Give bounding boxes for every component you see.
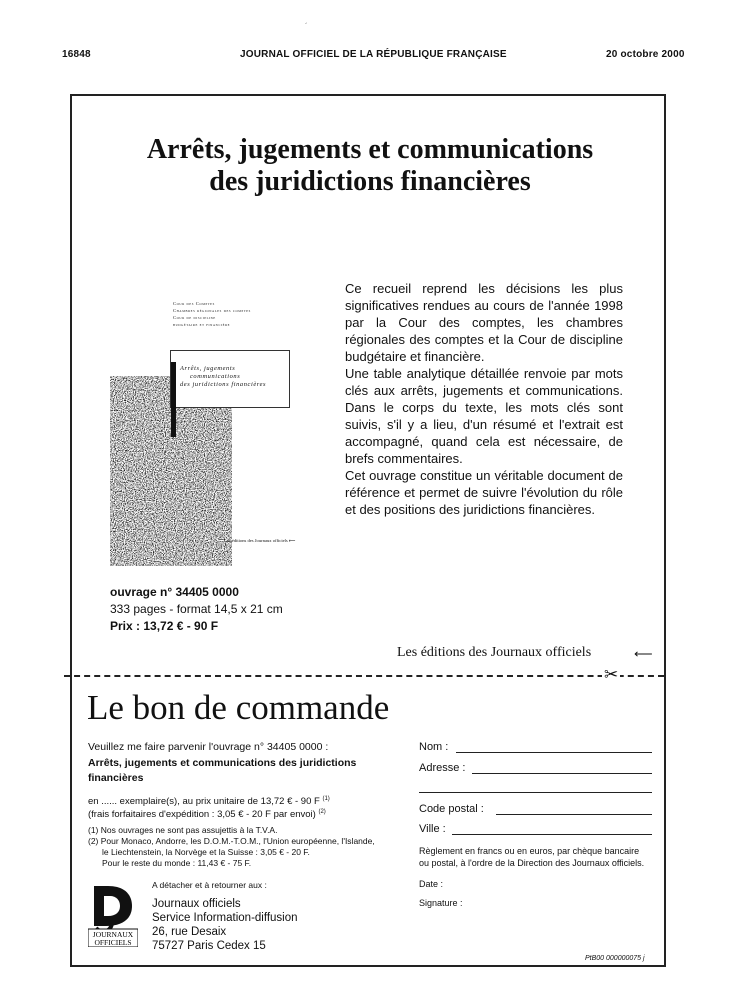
footnote-2: (2) Pour Monaco, Andorre, les D.O.M.-T.O.M., l'Union européenne, l'Islande, — [88, 836, 375, 846]
page-mark: ´ — [305, 22, 308, 31]
cover-black-bar — [171, 362, 176, 437]
adresse-field[interactable] — [472, 773, 652, 774]
journaux-officiels-logo — [88, 882, 138, 947]
arrow-left-icon: ⟵ — [634, 646, 653, 661]
order-book-title-line1: Arrêts, jugements et communications des juridictions — [88, 757, 357, 769]
order-request: Veuillez me faire parvenir l'ouvrage n° 34405 0000 : — [88, 741, 329, 753]
ouvrage-number: ouvrage n° 34405 0000 — [110, 585, 239, 599]
detach-instruction: A détacher et à retourner aux : — [152, 880, 267, 890]
cover-org-line: Cour des Comptes — [173, 301, 215, 306]
book-price: Prix : 13,72 € - 90 F — [110, 619, 219, 633]
page-number: 16848 — [62, 49, 91, 60]
adresse-label: Adresse : — [419, 762, 466, 774]
date-label: Date : — [419, 879, 444, 889]
nom-field[interactable] — [456, 752, 652, 753]
scissors-icon: ✂ — [604, 665, 619, 684]
address-line: Journaux officiels — [152, 898, 241, 910]
address-line: Service Information-diffusion — [152, 912, 298, 924]
ville-field[interactable] — [452, 834, 652, 835]
reference-code: PtB00 000000075 j — [585, 955, 645, 962]
cover-title-line: communications — [190, 373, 241, 380]
code-postal-field[interactable] — [496, 814, 652, 815]
ville-label: Ville : — [419, 823, 446, 835]
description-paragraph: Une table analytique détaillée renvoie par mots clés aux arrêts, jugements et communications. Dans le corps du texte, les mots clés sont suivis, s'il y a lieu, d'un résumé et l'extrait est accompagné, quand cela est nécessaire, de brefs commentaires. — [345, 366, 623, 466]
order-form-title: Le bon de commande — [87, 688, 390, 727]
book-pages: 333 pages - format 14,5 x 21 cm — [110, 602, 283, 616]
ad-title-line2: des juridictions financières — [209, 166, 531, 197]
order-book-title-line2: financières — [88, 772, 144, 784]
header-date: 20 octobre 2000 — [606, 49, 685, 60]
book-cover-texture — [110, 296, 315, 566]
cover-organisations — [173, 300, 251, 328]
adresse-field-line2[interactable] — [419, 792, 652, 793]
footnote-2-cont: le Liechtenstein, la Norvège et la Suisse : 3,05 € - 20 F. — [102, 847, 310, 857]
cover-footer: Les éditions des Journaux officiels ⟵ — [224, 538, 296, 543]
nom-label: Nom : — [419, 741, 449, 753]
cover-org-line: Cour de discipline — [173, 315, 216, 320]
cover-org-line: budgétaire et financière — [173, 322, 231, 327]
cover-title — [180, 365, 290, 389]
description-paragraph: Ce recueil reprend les décisions les plus significatives rendues au cours de l'année 1998 par la Cour des comptes, les chambres régionales des comptes et la Cour de discipline budgétaire et financière. — [345, 281, 623, 364]
footnote-2-world: Pour le reste du monde : 11,43 € - 75 F. — [102, 858, 252, 868]
cover-title-line: Arrêts, jugements — [180, 365, 236, 372]
logo-text: OFFICIELS — [94, 938, 132, 947]
cover-org-line: Chambres régionales des comptes — [173, 308, 251, 313]
logo-text: JOURNAUX — [92, 930, 134, 939]
address-line: 75727 Paris Cedex 15 — [152, 940, 266, 952]
cut-line — [64, 675, 664, 677]
order-quantity: en ...... exemplaire(s), au prix unitaire de 13,72 € - 90 F $^{(1)}$ — [88, 796, 330, 808]
ad-title-line1: Arrêts, jugements et communications — [146, 134, 594, 165]
signature-label: Signature : — [419, 898, 463, 908]
journal-title: JOURNAL OFFICIEL DE LA RÉPUBLIQUE FRANÇAISE — [240, 49, 507, 60]
editions-label: Les éditions des Journaux officiels — [397, 645, 592, 660]
book-description — [345, 280, 623, 518]
order-shipping: (frais forfaitaires d'expédition : 3,05 € - 20 F par envoi) $^{(2)}$ — [88, 809, 326, 821]
payment-note: Règlement en francs ou en euros, par chèque bancaire ou postal, à l'ordre de la Direction des Journaux officiels. — [419, 846, 645, 868]
code-postal-label: Code postal : — [419, 803, 484, 815]
description-paragraph: Cet ouvrage constitue un véritable document de référence et permet de suivre l'évolution du rôle et des positions des juridictions financières. — [345, 468, 623, 517]
cover-title-line: des juridictions financières — [180, 381, 267, 388]
footnote-1: (1) Nos ouvrages ne sont pas assujettis à la T.V.A. — [88, 825, 278, 835]
address-line: 26, rue Desaix — [152, 926, 227, 938]
